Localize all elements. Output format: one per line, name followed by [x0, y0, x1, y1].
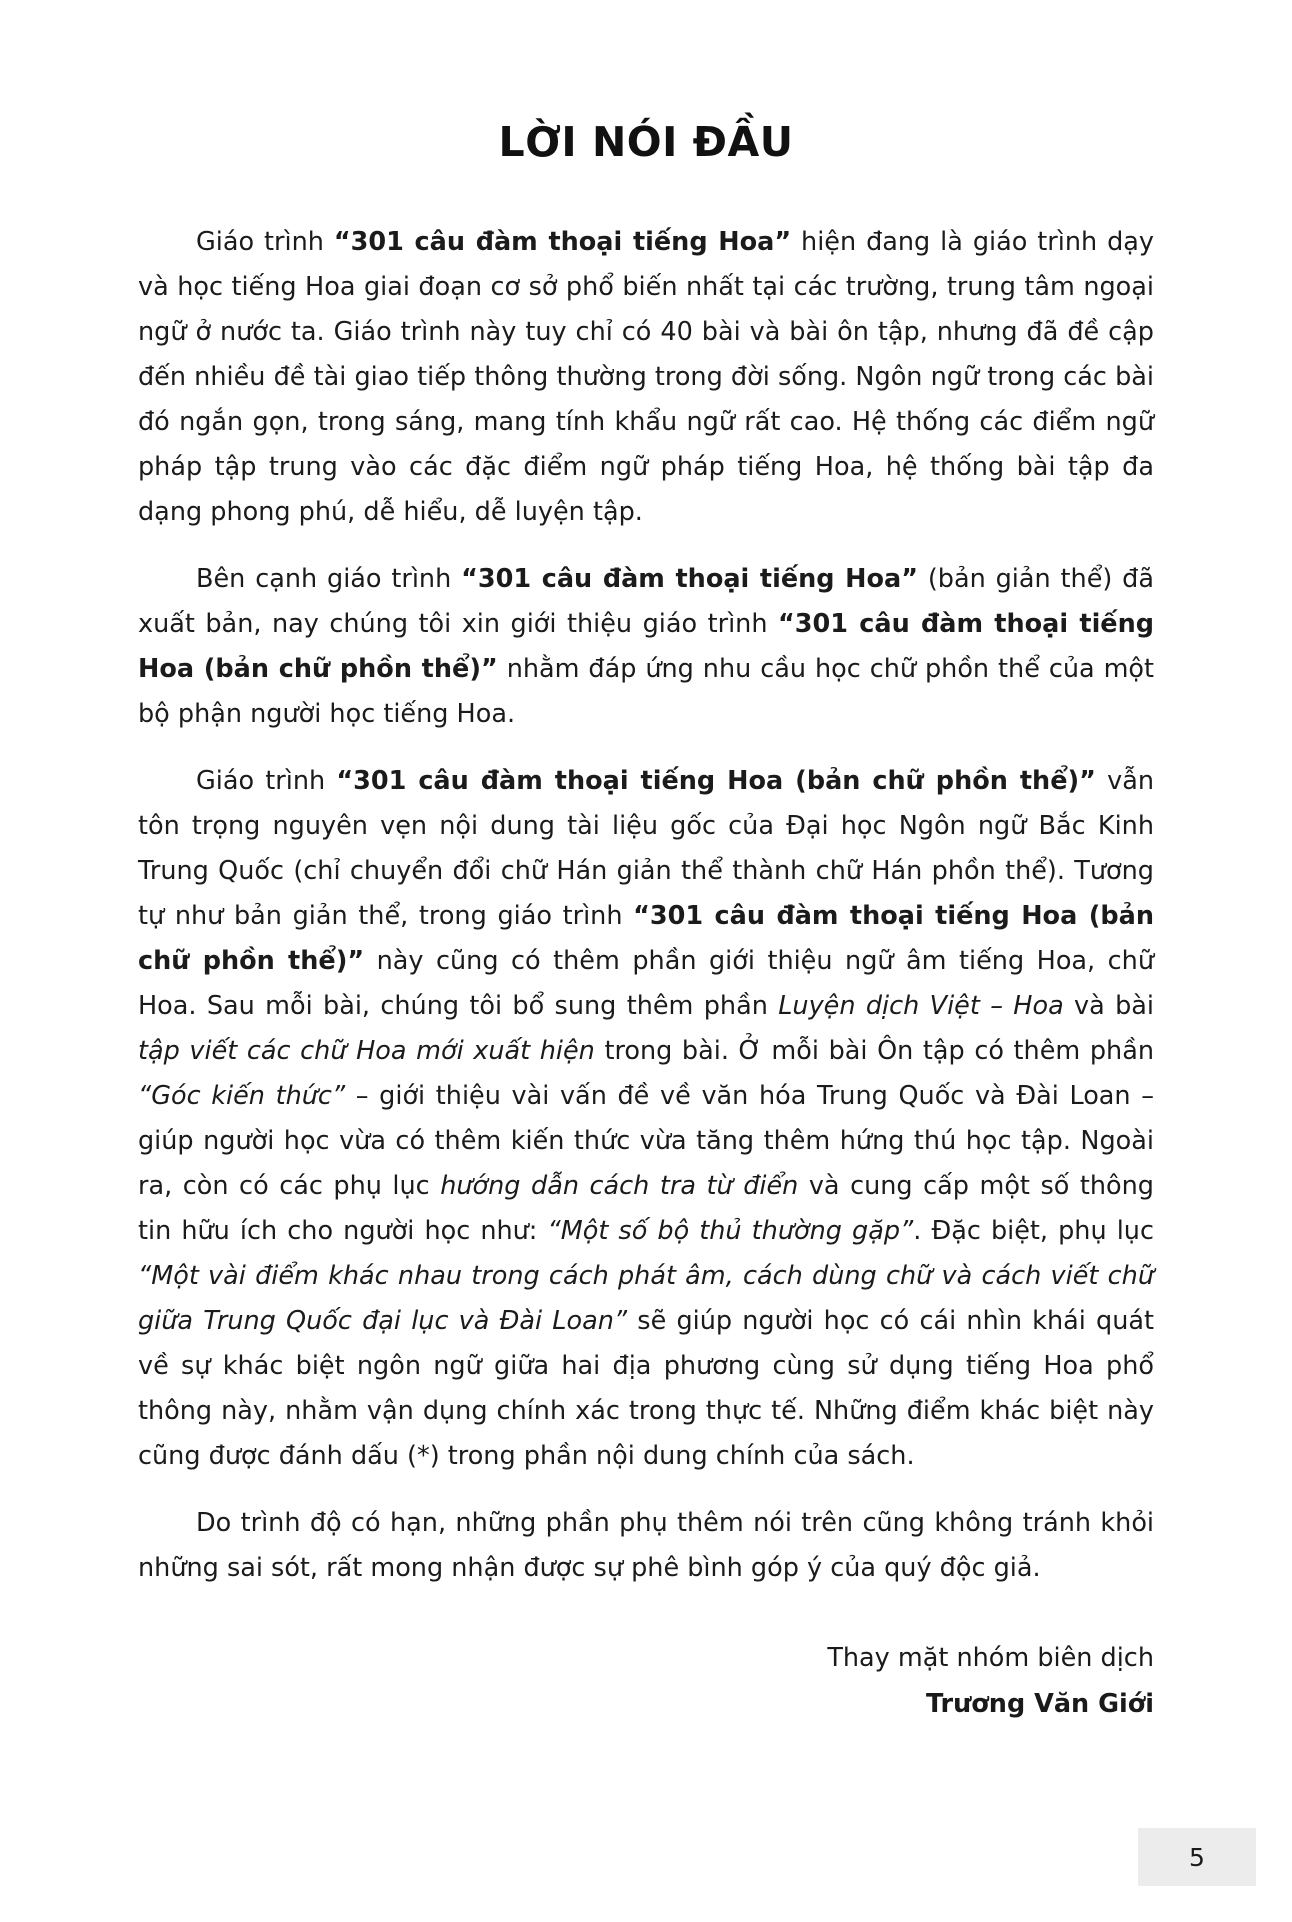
text-run: sẽ giúp người học có cái nhìn khái quát về sự khác biệt ngôn ngữ giữa hai địa phương cùng sử dụng tiếng Hoa phổ thông này, nhằm vận dụng chính xác trong thực tế. Những điểm khác biệt này cũng được đánh dấu (*) trong phần nội dung chính của sách. [138, 1306, 1154, 1471]
text-run: này cũng có thêm phần giới thiệu ngữ âm tiếng Hoa, chữ Hoa. Sau mỗi bài, chúng tôi bổ sung thêm phần [138, 946, 1154, 1021]
text-run: và cung cấp một số thông tin hữu ích cho người học như: [138, 1171, 1154, 1246]
page-title: LỜI NÓI ĐẦU [498, 118, 794, 166]
para-2 [138, 557, 1154, 737]
text-run: vẫn tôn trọng nguyên vẹn nội dung tài liệu gốc của Đại học Ngôn ngữ Bắc Kinh Trung Quốc (chỉ chuyển đổi chữ Hán giản thể thành chữ Hán phồn thể). Tương tự như bản giản thể, trong giáo trình [138, 766, 1154, 931]
text-run: Giáo trình [196, 227, 334, 257]
text-run: – giới thiệu vài vấn đề về văn hóa Trung Quốc và Đài Loan – giúp người học vừa có thêm kiến thức vừa tăng thêm hứng thú học tập. Ngoài ra, còn có các phụ lục [138, 1081, 1154, 1201]
text-run: nhằm đáp ứng nhu cầu học chữ phồn thể của một bộ phận người học tiếng Hoa. [138, 654, 1155, 729]
text-run: Luyện dịch Việt – Hoa [778, 991, 1064, 1021]
text-run: tập viết các chữ Hoa mới xuất hiện [138, 1036, 595, 1066]
para-1 [138, 220, 1154, 535]
text-run: hiện đang là giáo trình dạy và học tiếng Hoa giai đoạn cơ sở phổ biến nhất tại các trường, trung tâm ngoại ngữ ở nước ta. Giáo trình này tuy chỉ có 40 bài và bài ôn tập, nhưng đã đề cập đến nhiều đề tài giao tiếp thông thường trong đời sống. Ngôn ngữ trong các bài đó ngắn gọn, trong sáng, mang tính khẩu ngữ rất cao. Hệ thống các điểm ngữ pháp tập trung vào các đặc điểm ngữ pháp tiếng Hoa, hệ thống bài tập đa dạng phong phú, dễ hiểu, dễ luyện tập. [138, 227, 1154, 527]
text-run: Do trình độ có hạn, những phần phụ thêm nói trên cũng không tránh khỏi những sai sót, rất mong nhận được sự phê bình góp ý của quý độc giả. [138, 1508, 1154, 1583]
text-run: hướng dẫn cách tra từ điển [440, 1171, 799, 1201]
text-run: trong bài. Ở mỗi bài Ôn tập có thêm phần [594, 1036, 1154, 1066]
text-run: (bản giản thể) đã xuất bản, nay chúng tôi xin giới thiệu giáo trình [138, 564, 1154, 639]
text-run: Giáo trình [196, 766, 337, 796]
text-run: “301 câu đàm thoại tiếng Hoa” [333, 227, 792, 257]
signature-line-name: Trương Văn Giới [925, 1689, 1154, 1719]
signature-block [0, 1635, 1154, 1727]
document-body [138, 220, 1154, 1591]
text-run: “Góc kiến thức” [138, 1081, 346, 1111]
text-run: Bên cạnh giáo trình [196, 564, 462, 594]
para-4 [138, 1501, 1154, 1591]
page-number: 5 [1189, 1842, 1205, 1872]
text-run: “Một vài điểm khác nhau trong cách phát âm, cách dùng chữ và cách viết chữ giữa Trung Quốc đại lục và Đài Loan” [138, 1261, 1154, 1336]
page-number-badge [1138, 1828, 1256, 1886]
text-run: “301 câu đàm thoại tiếng Hoa (bản chữ phồn thể)” [138, 609, 1155, 684]
para-3 [138, 759, 1154, 1479]
text-run: “Một số bộ thủ thường gặp” [547, 1216, 914, 1246]
signature-line-role: Thay mặt nhóm biên dịch [827, 1643, 1154, 1673]
text-run: . Đặc biệt, phụ lục [913, 1216, 1154, 1246]
text-run: “301 câu đàm thoại tiếng Hoa” [461, 564, 918, 594]
text-run: và bài [1063, 991, 1154, 1021]
text-run: “301 câu đàm thoại tiếng Hoa (bản chữ phồn thể)” [138, 901, 1154, 976]
text-run: “301 câu đàm thoại tiếng Hoa (bản chữ phồn thể)” [336, 766, 1096, 796]
